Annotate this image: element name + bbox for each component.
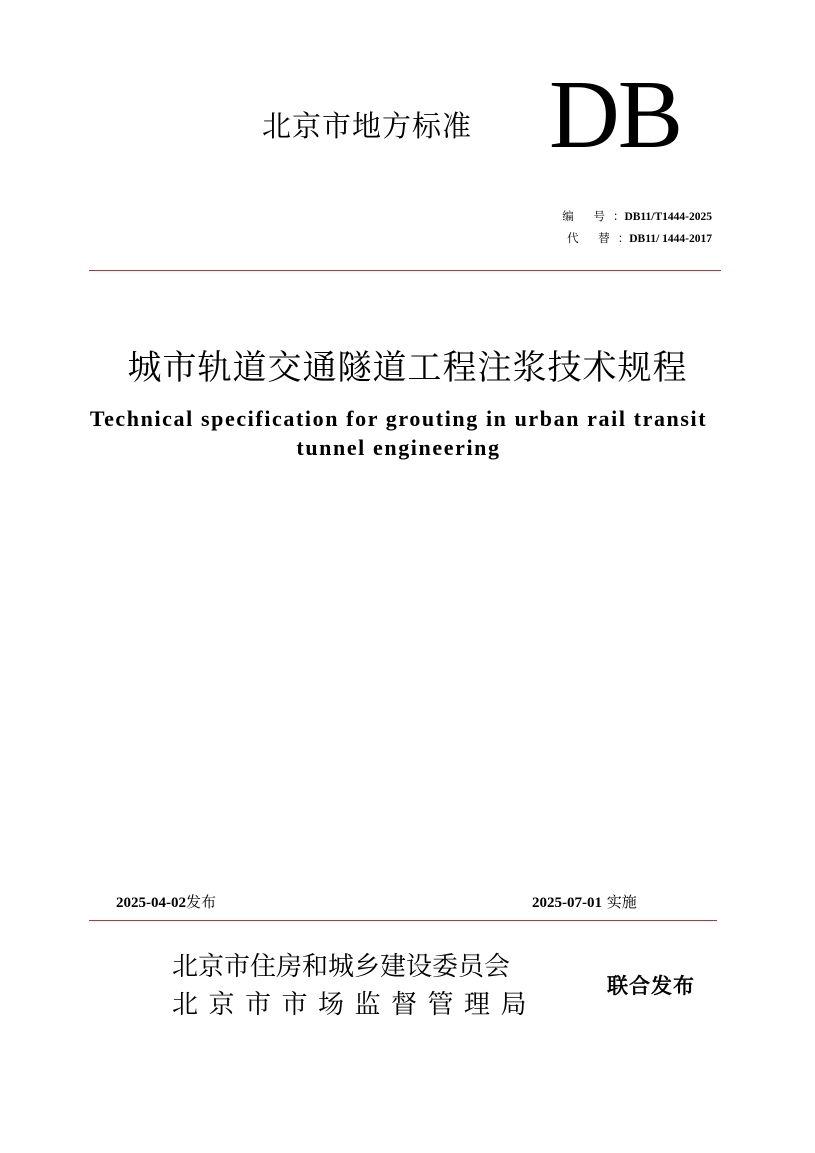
- implement-date: [532, 891, 637, 912]
- issuer-line-2: 北京市市场监督管理局: [172, 990, 538, 1020]
- standard-code-label: 编 号: [562, 209, 613, 223]
- replaces-code-label: 代 替: [567, 231, 618, 245]
- implement-date-label: 实施: [606, 893, 637, 911]
- document-title-cn: 城市轨道交通隧道工程注浆技术规程: [127, 348, 688, 388]
- implement-date-value: 2025-07-01: [532, 895, 602, 911]
- document-title-en: Technical specification for grouting in urban rail transit tunnel engineering: [89, 406, 708, 460]
- issue-date-label: 发布: [186, 893, 217, 911]
- standard-code-colon: ：: [612, 209, 625, 223]
- standard-code-value: DB11/T1444-2025: [624, 211, 712, 223]
- replaces-code-value: DB11/ 1444-2017: [629, 233, 712, 245]
- replaces-code-row: [567, 230, 712, 246]
- joint-issue-label: 联合发布: [607, 974, 695, 998]
- issue-date: [116, 891, 216, 912]
- standard-code-row: [562, 208, 712, 224]
- db-mark: DB: [549, 61, 682, 169]
- standard-label: 北京市地方标准: [262, 109, 473, 143]
- replaces-code-colon: ：: [617, 231, 630, 245]
- issuer-line-1: 北京市住房和城乡建设委员会: [172, 952, 511, 982]
- header-divider: [89, 270, 721, 271]
- footer-divider: [89, 920, 717, 921]
- issue-date-value: 2025-04-02: [116, 895, 186, 911]
